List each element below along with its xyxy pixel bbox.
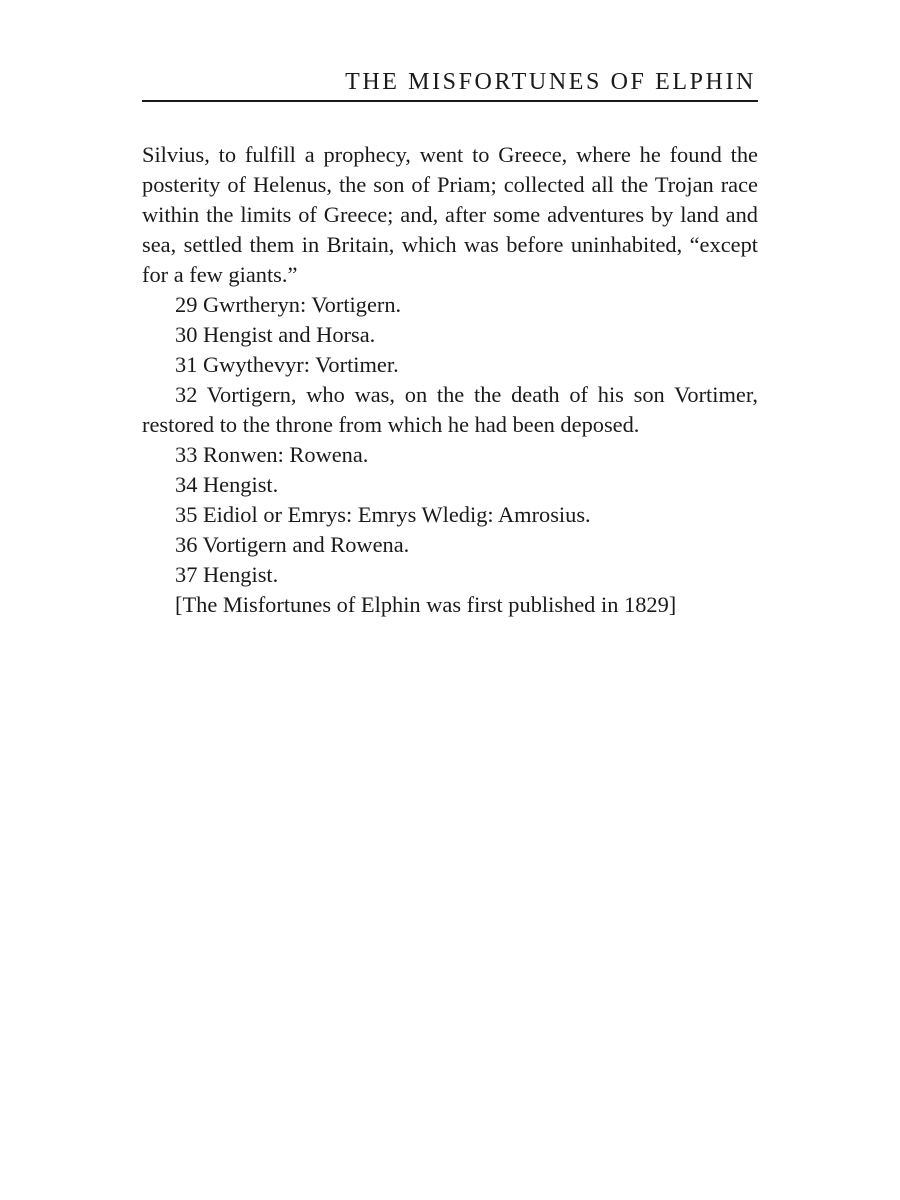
note-37: 37 Hengist. — [175, 562, 279, 587]
note-paragraph-silvius: Silvius, to fulfill a prophecy, went to Greece, where he found the posterity of Helenus, the son of Priam; collected all the Trojan race within the limits of Greece; and, after some adventures by land and sea, settled them in Britain, which was before uninhabited, “except for a few giants.” — [142, 142, 758, 287]
note-35: 35 Eidiol or Emrys: Emrys Wledig: Amrosius. — [175, 502, 591, 527]
running-header — [142, 66, 758, 102]
note-34: 34 Hengist. — [175, 472, 279, 497]
note-30: 30 Hengist and Horsa. — [175, 322, 376, 347]
note-31: 31 Gwythevyr: Vortimer. — [175, 352, 399, 377]
publication-note: [The Misfortunes of Elphin was first published in 1829] — [175, 592, 677, 617]
note-29: 29 Gwrtheryn: Vortigern. — [175, 292, 402, 317]
running-title: THE MISFORTUNES OF ELPHIN — [345, 69, 756, 95]
note-32: 32 Vortigern, who was, on the the death of his son Vortimer, restored to the throne from which he had been deposed. — [142, 382, 758, 437]
page-body — [142, 140, 758, 620]
note-33: 33 Ronwen: Rowena. — [175, 442, 369, 467]
note-36: 36 Vortigern and Rowena. — [175, 532, 410, 557]
